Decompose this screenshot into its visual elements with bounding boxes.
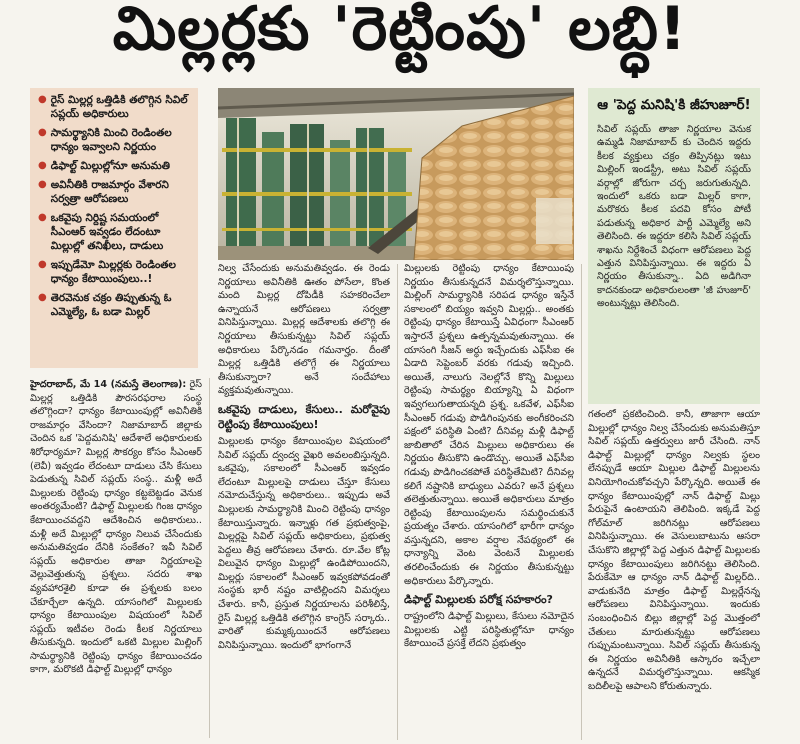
article-column-3: [404, 262, 574, 742]
warehouse-illustration: [218, 88, 574, 260]
bullet-icon: ●: [38, 292, 47, 303]
column-text: మిల్లులకు ధాన్యం కేటాయింపుల విషయంలో సివిల్ సప్లయ్ ద్వంద్వ వైఖరి అవలంబిస్తున్నది. ఒకవైపు, సకాలంలో సీఎంఆర్ ఇవ్వడం లేదంటూ మిల్లులపై దాడులు చేస్తూ కేసులు నమోదుచేస్తున్న అధికారులు.. ఇప్పుడు అవే మిల్లులకు సామర్థ్యానికి మించి రెట్టింపు ధాన్యం కేటాయిస్తున్నారు. ఇన్నాళ్లు గత ప్రభుత్వంపై, మిల్లర్లపై సివిల్ సప్లయ్ అధికారులు, ప్రభుత్వ పెద్దలు తీవ్ర ఆరోపణలు చేశారు. రూ.వేల కోట్ల విలువైన ధాన్యం మిల్లుల్లో ఉండిపోయిందని, మిల్లర్లు సకాలంలో సీఎంఆర్ ఇవ్వకపోవడంతో సంస్థకు భారీ నష్టం వాటిల్లిందని విమర్శలు చేశారు. కానీ, ప్రస్తుత నిర్ణయాలను పరిశీలిస్తే, రైస్ మిల్లర్ల ఒత్తిడికి తలొగ్గిన కాంగ్రెస్ సర్కారు.. వారితో కుమ్మక్కయిందనే ఆరోపణలు వినిపిస్తున్నాయి. ఇందులో భాగంగానే: [218, 435, 390, 651]
highlight-item: ● అవినీతికి రాజమార్గం వేశారని సర్వత్రా ఆరోపణలు: [38, 179, 169, 205]
bullet-icon: ●: [38, 212, 47, 223]
column-text: మిల్లులకు రెట్టింపు ధాన్యం కేటాయింపు నిర్ణయం తీసుకున్నదనే విమర్శలొస్తున్నాయి. మిల్లింగ్ సామర్థ్యానికి సరిపడ ధాన్యం ఇస్తేనే సకాలంలో బియ్యం ఇవ్వని మిల్లర్లు.. అంతకు రెట్టింపు ధాన్యం కేటాయిస్తే ఏవిధంగా సీఎంఆర్ ఇస్తారనే ప్రశ్నలు ఉత్పన్నమవుతున్నాయి. ఈ యాసంగి సీజన్ అర్ధు ఇచ్చేందుకు ఎఫ్‌సీఐ ఈ ఏడాది సెప్టెంబర్ వరకు గడువు ఇచ్చింది. అయితే, నాలుగు నెలల్లోనే కొన్ని మిల్లులు రెట్టింపు సామర్థ్యం బియ్యాన్ని ఏ విధంగా ఇవ్వగలుగుతాయన్నది ప్రశ్న. ఒకవేళ, ఎఫ్‌సీఐ సీఎంఆర్ గడువు పొడిగింపునకు అంగీకరించని పక్షంలో పరిస్థితి ఏంటి? దీనివల్ల మళ్లీ డిఫాల్ట్ జాబితాలో చేరిన మిల్లులు అధికారులు ఈ నిర్ణయం తీసుకొని ఉండొచ్చు. అయితే ఎఫ్‌సీఐ గడువు పొడిగించకపోతే పరిస్థితేమిటి? దీనివల్ల కలిగే నష్టానికి బాధ్యులు ఎవరు? అనే ప్రశ్నలు తలెత్తుతున్నాయి. అయితే అధికారులు మాత్రం రెట్టింపు కేటాయింపులను సమర్థించుకునే ప్రయత్నం చేశారు. యాసంగిలో భారీగా ధాన్యం వస్తున్నదని, అకాల వర్షాల నేపథ్యంలో ఈ ధాన్యాన్ని వెంట వెంటనే మిల్లులకు తరలించేందుకు ఈ నిర్ణయం తీసుకున్నట్టు అధికారులు పేర్కొన్నారు.: [404, 263, 574, 587]
bullet-icon: ●: [38, 259, 47, 270]
highlight-item: ● ఇప్పుడేమో మిల్లర్లకు రెండింతల ధాన్యం కేటాయింపులు..!: [38, 259, 176, 285]
column-text: గతంలో ప్రకటించింది. కానీ, తాజాగా ఆయా మిల్లుల్లో ధాన్యం నిల్వ చేసేందుకు అనుమతిస్తూ సివిల్ సప్లయ్ ఉత్తర్వులు జారీ చేసింది. నాన్ డిఫాల్ట్ మిల్లుల్లో ధాన్యం నిల్వకు స్థలం లేనప్పుడే ఆయా మిల్లుల డిఫాల్ట్ మిల్లులను వినియోగించుకోవచ్చని పేర్కొన్నది. అయితే ఈ ధాన్యం కేటాయింపుల్లో నాన్ డిఫాల్ట్ మిల్లు పేరుపైనే ఉంటాయని తెలిపింది. ఇక్కడే పెద్ద గోల్‌మాల్ జరిగినట్లు ఆరోపణలు వినిపిస్తున్నాయి. ఈ వెసులుబాటును ఆసరా చేసుకొని జిల్లాల్లో పెద్ద ఎత్తున డిఫాల్ట్ మిల్లులకు ధాన్యం కేటాయింపులు జరిగినట్టు తెలిసింది. పేరుకేమో ఆ ధాన్యం నాన్ డిఫాల్ట్ మిల్లర్‌ది.. వాడుకునేది మాత్రం డిఫాల్ట్ మిల్లర్లేనన్న ఆరోపణలు వినిపిస్తున్నాయి. ఇందుకు సంబంధించిన బిల్లు జిల్లాల్లో పెద్ద మొత్తంలో చేతులు మారుతున్నట్టు ఆరోపణలు గుప్పుమంటున్నాయి. సివిల్ సప్లయ్ తీసుకున్న ఈ నిర్ణయం అవినీతికి ఆస్కారం ఇచ్చేలా ఉన్నదనే విమర్శలొస్తున్నాయి. ఆకస్మిక బదిలీలపై ఆపాలని కోరుతున్నారు.: [588, 409, 760, 692]
bullet-icon: ●: [38, 179, 47, 190]
column-text: రైస్ మిల్లర్ల ఒత్తిడికి పౌరసరఫరాల సంస్థ తలొగ్గిందా? ధాన్యం కేటాయింపుల్లో అవినీతికి రాజమార్గం వేసిందా? నిజామాబాద్ జిల్లాకు చెందిన ఒక 'పెద్దమనిషి' ఆదేశాలే అధికారులకు శిరోధార్యమా? మిల్లర్ల సౌకర్యం కోసం సీఎంఆర్ (లెవీ) ఇవ్వడం లేదంటూ దాడులు చేసి కేసులు పెడుతున్న సివిల్ సప్లయ్ సంస్థ.. మళ్లీ అదే మిల్లులకు రెట్టింపు ధాన్యం కట్టబెట్టడం వెనుక అంతర్యమేంటి? డిఫాల్ట్ మిల్లులకు గింజ ధాన్యం కేటాయించవద్దని ఆదేశించిన అధికారులు.. మళ్లీ అదే మిల్లుల్లో ధాన్యం నిలువ చేసేందుకు అనుమతివ్వడం దేనికి సంకేతం? ఇవీ సివిల్ సప్లయ్ అధికారుల తాజా నిర్ణయాలపై వెల్లువెత్తుతున్న ప్రశ్నలు. సదరు శాఖ వ్యవహారశైలి కూడా ఈ ప్రశ్నలకు బలం చేకూర్చేలా ఉన్నది. యాసంగిలో మిల్లులకు ధాన్యం కేటాయింపుల విషయంలో సివిల్ సప్లయ్ ఇటీవల రెండు కీలక నిర్ణయాలు తీసుకున్నది. ఇందులో ఒకటి మిల్లుల మిల్లింగ్ సామర్థ్యానికి రెట్టింపు ధాన్యం కేటాయించడం కాగా, మరొకటి డిఫాల్ట్ మిల్లుల్లో ధాన్యం: [30, 379, 202, 676]
highlight-item: ● రైస్ మిల్లర్ల ఒత్తిడికి తలొగ్గిన సివిల్ సప్లయ్ అధికారులు: [38, 94, 188, 120]
sidebar-box: [588, 88, 760, 404]
column-text: నిల్వ చేసేందుకు అనుమతివ్వడం. ఈ రెండు నిర్ణయాలు అవినీతికి ఊతం పోసేలా, కొంత మంది మిల్లర్ల దోపిడీకి సహకరించేలా ఉన్నాయనే ఆరోపణలు సర్వత్రా వినిపిస్తున్నాయి. మిల్లర్ల ఆదేశాలకు తలొగ్గి ఈ నిర్ణయాలు తీసుకున్నట్టు సివిల్ సప్లయ్ అధికారులు పేర్కొనడం గమనార్హం. దీంతో మిల్లర్ల ఒత్తిడికి తలొగ్గే ఈ నిర్ణయాలు తీసుకున్నారా? అనే సందేహాలు వ్యక్తమవుతున్నాయి.: [218, 263, 390, 397]
column-divider: [397, 264, 398, 740]
column-divider: [581, 264, 582, 740]
article-column-4: [588, 408, 760, 742]
headline: మిల్లర్లకు 'రెట్టింపు' లబ్ధి!: [112, 0, 688, 64]
subheading: డిఫాల్ట్ మిల్లులకు పరోక్ష సహకారం?: [404, 593, 553, 607]
bullet-icon: ●: [38, 160, 47, 171]
highlights-box: [30, 88, 198, 368]
sidebar-body: సివిల్ సప్లయ్ తాజా నిర్ణయాల వెనుక ఉమ్మడి నిజామాబాద్ కు చెందిన ఇద్దరు కీలక వ్యక్తులు చక్రం తిప్పినట్లు ఇటు మిల్లింగ్ ఇండస్ట్రీ, అటు సివిల్ సప్లయ్ వర్గాల్లో జోరుగా చర్చ జరుగుతున్నది. ఇందులో ఒకరు బడా మిల్లర్ కాగా, మరొకరు కీలక పదవి కోసం పోటీ పడుతున్న అధికార పార్టీ ఎమ్మెల్యే అని తెలిసింది. ఈ ఇద్దరూ కలిసి సివిల్ సప్లయ్ శాఖను నిర్దేశించే విధంగా ఆరోపణలు పెద్ద ఎత్తున వినిపిస్తున్నాయి. ఈ ఇద్దరు ఏ నిర్ణయం తీసుకున్నా.. ఏది అడిగినా కాదనకుండా అధికారులంతా 'జీ హుజూర్' అంటున్నట్లు తెలిసింది.: [597, 124, 751, 310]
highlight-item: ● తెరవెనుక చక్రం తిప్పుతున్న ఓ ఎమ్మెల్యే, ఓ బడా మిల్లర్: [38, 292, 172, 318]
article-column-1: [30, 378, 202, 742]
sidebar-title: ఆ 'పెద్ద మనిషి'కి జీహుజూర్!: [597, 97, 751, 113]
bullet-icon: ●: [38, 127, 47, 138]
article-column-2: [218, 262, 390, 742]
highlight-item: ● డిఫాల్ట్ మిల్లుల్లోనూ అనుమతి: [38, 160, 170, 172]
column-divider: [209, 378, 210, 738]
column-text: రాష్ట్రంలోని డిఫాల్ట్ మిల్లులు, కేసులు నమోదైన మిల్లులకు ఎట్టి పరిస్థితుల్లోనూ ధాన్యం కేటాయించే ప్రసక్తే లేదని ప్రభుత్వం: [404, 611, 574, 650]
dateline: హైదరాబాద్, మే 14 (నమస్తే తెలంగాణ):: [30, 379, 187, 390]
mill-warehouse-photo: [218, 88, 574, 260]
highlight-item: ● సామర్థ్యానికి మించి రెండింతల ధాన్యం ఇవ్వాలని నిర్ణయం: [38, 127, 172, 153]
subheading: ఒకవైపు దాడులు, కేసులు.. మరోవైపు రెట్టింపు కేటాయింపులు!: [218, 402, 390, 431]
highlight-item: ● ఒకవైపు నిర్దిష్ట సమయంలో సీఎంఆర్ ఇవ్వడం లేదంటూ మిల్లుల్లో తనిఖీలు, దాడులు: [38, 212, 164, 252]
bullet-icon: ●: [38, 94, 47, 105]
